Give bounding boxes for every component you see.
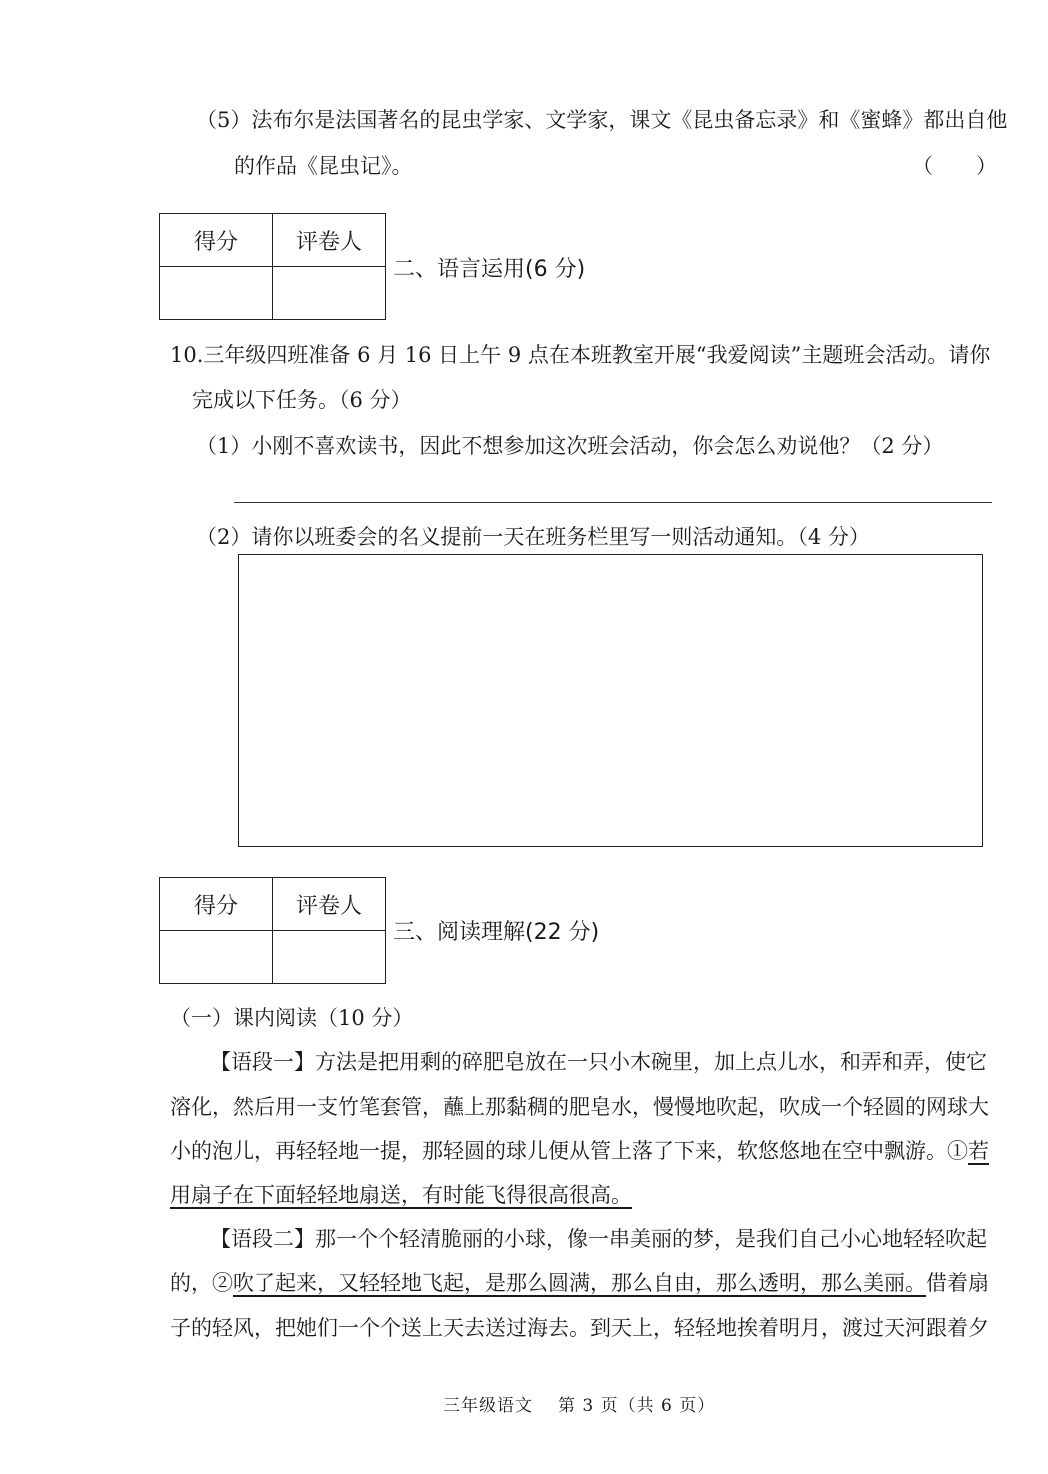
q10-line2: 完成以下任务。（6 分）	[192, 388, 412, 412]
q10-sub2-answer-box[interactable]	[238, 554, 983, 847]
q9-item5-line2: 的作品《昆虫记》。	[234, 154, 413, 178]
section3-title: 三、阅读理解(22 分)	[393, 920, 600, 945]
passage2-line1: 【语段二】那一个个轻清脆丽的小球，像一串美丽的梦，是我们自己小心地轻轻吹起	[210, 1227, 987, 1251]
grader-header: 评卷人	[273, 878, 386, 931]
score-header: 得分	[160, 878, 273, 931]
passage1-line4	[170, 1180, 632, 1210]
passage1-sentence1-start: 若	[968, 1139, 989, 1163]
q10-sub2: （2）请你以班委会的名义提前一天在班务栏里写一则活动通知。（4 分）	[196, 525, 870, 549]
reading-part1-title: （一）课内阅读（10 分）	[170, 1006, 414, 1030]
score-header: 得分	[160, 214, 273, 267]
score-table-section2	[159, 213, 386, 320]
q9-item5-answer-paren-close: ）	[976, 154, 997, 178]
score-cell[interactable]	[160, 931, 273, 984]
score-cell[interactable]	[160, 267, 273, 320]
passage1-line3	[170, 1136, 989, 1166]
q9-item5-answer-paren-open: （	[912, 154, 933, 178]
passage2-line3: 子的轻风，把她们一个个送上天去送过海去。到天上，轻轻地挨着明月，渡过天河跟着夕	[170, 1316, 989, 1340]
passage2-line2-text-a: 的，②	[170, 1271, 233, 1295]
passage2-line2	[170, 1268, 989, 1298]
grader-cell[interactable]	[273, 267, 386, 320]
passage2-line2-text-b: 借着扇	[926, 1271, 989, 1295]
grader-cell[interactable]	[273, 931, 386, 984]
footer-subject: 三年级语文	[443, 1396, 533, 1416]
q10-line1: 10.三年级四班准备 6 月 16 日上午 9 点在本班教室开展“我爱阅读”主题班会活动。请你	[170, 343, 991, 367]
q9-item5-line1: （5）法布尔是法国著名的昆虫学家、文学家，课文《昆虫备忘录》和《蜜蜂》都出自他	[196, 108, 1008, 132]
passage2-sentence2: 吹了起来，又轻轻地飞起，是那么圆满，那么自由，那么透明，那么美丽。	[233, 1271, 926, 1295]
footer-page-number: 第 3 页（共 6 页）	[558, 1396, 716, 1416]
q10-sub1-answer-line[interactable]	[234, 502, 992, 503]
passage1-line3-text: 小的泡儿，再轻轻地一提，那轻圆的球儿便从管上落了下来，软悠悠地在空中飘游。①	[170, 1139, 968, 1163]
grader-header: 评卷人	[273, 214, 386, 267]
passage1-sentence1-end: 用扇子在下面轻轻地扇送，有时能飞得很高很高。	[170, 1183, 632, 1207]
passage1-line2: 溶化，然后用一支竹笔套管，蘸上那黏稠的肥皂水，慢慢地吹起，吹成一个轻圆的网球大	[170, 1095, 989, 1119]
score-table-section3	[159, 877, 386, 984]
passage1-line1: 【语段一】方法是把用剩的碎肥皂放在一只小木碗里，加上点儿水，和弄和弄，使它	[210, 1050, 987, 1074]
section2-title: 二、语言运用(6 分)	[393, 257, 586, 282]
q10-sub1: （1）小刚不喜欢读书，因此不想参加这次班会活动，你会怎么劝说他？（2 分）	[196, 434, 944, 458]
